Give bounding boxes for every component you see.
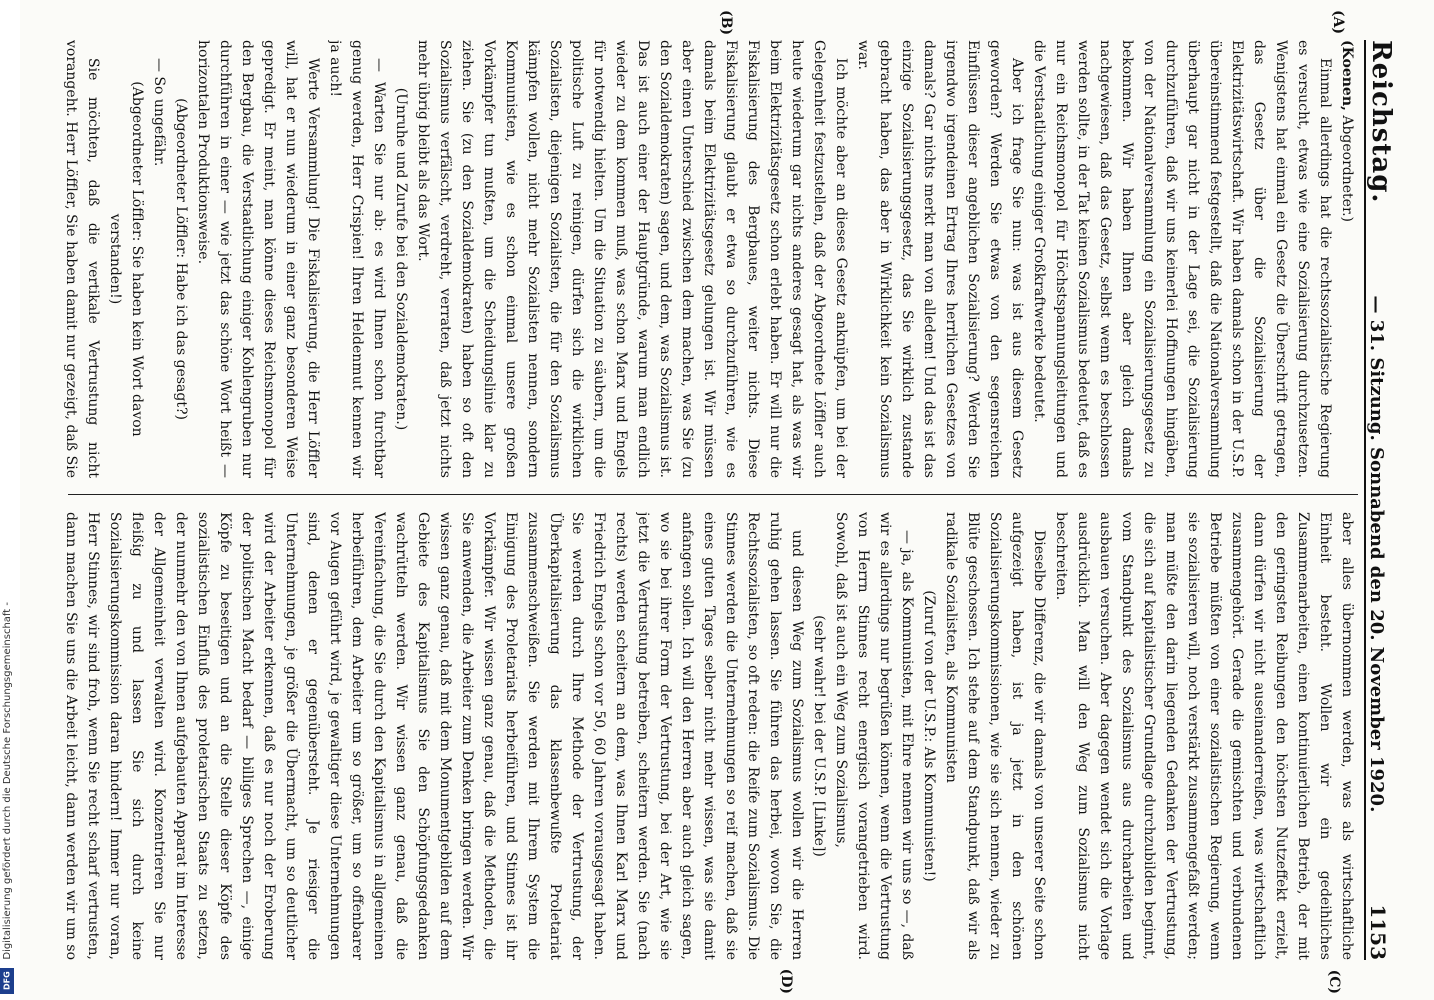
speaker-name: (Koenen, bbox=[1339, 40, 1355, 111]
interjection: (Unruhe und Zurufe bei den Sozialdemokraten.) bbox=[393, 87, 409, 431]
paragraph: — ja, als Kommunisten, mit Ehre nennen wir uns so —, daß wir es allerdings nur begrüßen können, wenn die Vertrustung von Herrn Stinnes recht energisch vorangetrieben wird. Sowohl, daß ist auch ein Weg zum Sozialismus, bbox=[833, 512, 915, 960]
interjection: (sehr wahr! bei der U.S.P. [Linke]) bbox=[811, 615, 827, 857]
paragraph: und diesen Weg zum Sozialismus wollen wir die Herren ruhig gehen lassen. Sie führen das herbei, wovon Sie, die Rechtssozialisten, so oft reden: die Reife zum Sozialismus. Die Stinnes werden die Unternehmungen so reif machen, daß sie eines guten Tages selber nicht mehr wissen, was sie damit anfangen sollen. Ich will den Herren aber auch gleich sagen, wo sie bei ihrer Form der Vertrustung, bei der Art, wie sie jetzt die Vertrustung betreiben, scheitern werden. Sie (nach rechts) werden scheitern an dem, was Ihnen Karl Marx und Friedrich Engels schon vor 50, 60 Jahren vorausgesagt haben. Sie werden durch Ihre Methode der Vertrustung, der Überkapitalisierung das klassenbewußte Proletariat zusammenschweißen. Sie werden mit Ihrem System die Einigung des Proletariats herbeiführen, und Stinnes ist ihr Vorkämpfer. Wir wissen ganz genau, daß die Methoden, die Sie anwenden, die Arbeiter zum Denken bringen werden. Wir wissen ganz genau, daß mit dem Monumentgebilden auf dem Gebiete des Kapitalismus Sie den Schöpfungsgedanken wachrütteln werden. Wir wissen ganz genau, daß die Vereinfachung, die Sie durch den Kapitalismus in allgemeinen herbeiführen, dem Arbeiter um so größer, um so offenbarer vor Augen geführt wird, je gewaltiger diese Unternehmungen sind, denen er gegenübersteht. Je riesiger die Unternehmungen, je größer die Übermacht, um so deutlicher wird der Arbeiter erkennen, daß es nur noch der Eroberung der politischen Macht bedarf — billiges Sprechen —, einige Köpfe zu beseitigen und an die Stelle dieser Köpfe des sozialistischen Einfluß des proletarischen Staats zu setzen, der nunmehr den von Ihnen aufgebauten Apparat im Interesse der Allgemeinheit verwalten wird. Konzentrieren Sie nur fleißig zu und lassen Sie sich durch keine Sozialisierungskommission daran hindern! Immer nur voran, Herr Stinnes, wir sind froh, wenn Sie recht scharf vertrusten, dann machen Sie uns die Arbeit leicht, dann werden wir um so bbox=[63, 512, 805, 960]
paragraph: Einmal allerdings hat die rechtssozialistische Regierung es versucht, etwas wie eine Sozialisierung durchzusetzen. Wenigstens hat einmal ein Gesetz die Überschrift getragen, das Gesetz über die Sozialisierung der Elektrizitätswirtschaft. Wir haben damals schon in der U.S.P. übereinstimmend festgestellt, daß die Nationalversammlung überhaupt gar nicht in der Lage sei, die Sozialisierung durchzuführen, daß wir uns keinerlei Hoffnungen hingäben, von der Nationalversammlung ein Sozialisierungsgesetz zu bekommen. Wir haben Ihnen aber gleich damals nachgewiesen, daß das Gesetz, selbst wenn es beschlossen werden sollte, in der Tat keinen Sozialismus bedeutet, daß es nur ein Reichsmonopol für Höchstspannungsleitungen und die Verstaatlichung einiger Großkraftwerke bedeutet. bbox=[1031, 40, 1333, 478]
digitization-credit: Digitalisierung gefördert durch die Deutsche Forschungsgemeinschaft - bbox=[2, 602, 13, 960]
quotation: aber alles übernommen werden, was als wirtschaftliche Einheit besteht. Wollen wir ein gedeihliches Zusammenarbeiten, einen kontinuierlichen Betrieb, der mit den geringsten Reibungen den höchsten Nutzeffekt erzielt, dann dürfen wir nicht auseinanderreißen, was wirtschaftlich zusammengehört. Gerade die gemischten und verbundenen Betriebe müßten von einer sozialistischen Regierung, wenn sie sozialisieren will, noch verstärkt zusammengefaßt werden; man müßte den darin liegenden Gedanken der Vertrustung, die sich auf kapitalistischer Grundlage durchzubilden beginnt, vom Standpunkt des Sozialismus aus durcharbeiten und ausbauen versuchen. Aber dagegen wendet sich die Vorlage ausdrücklich. Man will den Weg zum Sozialismus nicht beschreiten. bbox=[1053, 512, 1355, 960]
rotated-page bbox=[20, 0, 1434, 1000]
paragraph: Ich möchte aber an dieses Gesetz anknüpfen, um bei der Gelegenheit festzustellen, daß der Abgeordnete Löffler auch heute wiederum gar nichts anderes gesagt hat, als was wir beim Elektrizitätsgesetz schon erlebt haben. Er will nur die Fiskalisierung des Bergbaues, weiter nichts. Diese Fiskalisierung glaubt er etwa so durchzuführen, wie es damals beim Elektrizitätsgesetz gelungen ist. Wir müssen aber einen Unterschied zwischen dem machen, was Sie (zu den Sozialdemokraten) sagen, und dem, was Sozialismus ist. Das ist auch einer der Hauptgründe, warum man endlich wieder zu dem kommen muß, was schon Marx und Engels für notwendig hielten. Um die Situation zu säubern, um die politische Luft zu reinigen, dürfen sich die wirklichen Sozialisten, diejenigen Sozialisten, die für den Sozialismus kämpfen wollen, nicht mehr Sozialisten nennen, sondern Kommunisten, wie es schon einmal unsere großen Vorkämpfer tun mußten, um die Scheidungslinie klar zu ziehen. Sie (zu den Sozialdemokraten) haben so oft den Sozialismus verfälscht, verdreht, verraten, daß jetzt nichts mehr übrig bleibt als das Wort. bbox=[415, 40, 849, 478]
right-column bbox=[58, 512, 1358, 960]
paragraph: — So ungefähr. bbox=[151, 58, 167, 167]
paragraph: Aber ich frage Sie nun: was ist aus diesem Gesetz geworden? Werden Sie etwas von den segensreichen Einflüssen dieser angeblichen Sozialisierung? Werden Sie irgendwo irgendeinen Ertrag Ihres herrlichen Gesetzes von damals? Gar nichts merkt man von alledem! Und das ist das einzige Sozialisierungsgesetz, das Sie wirklich zustande gebracht haben, das aber in Wirklichkeit kein Sozialismus war. bbox=[855, 40, 1025, 478]
header-session: — 31. Sitzung. Sonnabend den 20. November 1920. bbox=[1366, 295, 1387, 813]
margin-mark-c: (C) bbox=[1326, 969, 1342, 994]
margin-mark-b: (B) bbox=[718, 10, 734, 36]
page-number: 1153 bbox=[1366, 904, 1390, 960]
dfg-logo: DFG bbox=[0, 968, 14, 994]
interjection: (Abgeordneter Löffler: Habe ich das gesagt?) bbox=[173, 98, 189, 420]
paragraph: Dieselbe Differenz, die wir damals von unserer Seite schon aufgezeigt haben, ist ja jetzt in den schönen Sozialisierungskommissionen, wie sie sich nennen, wieder zu Blüte geschossen. Ich stehe auf dem Standpunkt, daß wir als radikale Sozialisten, als Kommunisten bbox=[943, 512, 1047, 960]
column-rule bbox=[68, 494, 1358, 495]
paragraph: — Warten Sie nur ab: es wird Ihnen schon furchtbar genug werden, Herr Crispien! Ihren Heldenmut kennen wir ja auch! bbox=[327, 40, 387, 478]
header-title: Reichstag. bbox=[1366, 40, 1396, 204]
speaker-note: Abgeordneter.) bbox=[1339, 115, 1355, 223]
speaker-line bbox=[1336, 40, 1358, 478]
paragraph: Sie möchten, daß die vertikale Vertrustung nicht vorangeht. Herr Löffler, Sie haben damit nur gezeigt, daß Sie bbox=[63, 40, 101, 478]
left-column bbox=[58, 40, 1358, 478]
interjection: (Abgeordneter Löffler: Sie haben kein Wort davon verstanden!) bbox=[107, 81, 145, 437]
paragraph: Werte Versammlung! Die Fiskalisierung, die Herr Löffler will, hat er nun wiederum in einer ganz besonderen Weise gepredigt. Er meint, man könne dieses Reichsmonopol für den Bergbau, die Verstaatlichung einiger Kohlengruben nur durchführen in einer — wie jetzt das schöne Wort heißt — horizontalen Produktionsweise. bbox=[195, 40, 321, 478]
margin-mark-d: (D) bbox=[778, 968, 794, 994]
interjection: (Zuruf von der U.S.P.: Als Kommunisten!) bbox=[921, 590, 937, 882]
margin-mark-a: (A) bbox=[1330, 10, 1346, 35]
running-head bbox=[1364, 40, 1406, 960]
